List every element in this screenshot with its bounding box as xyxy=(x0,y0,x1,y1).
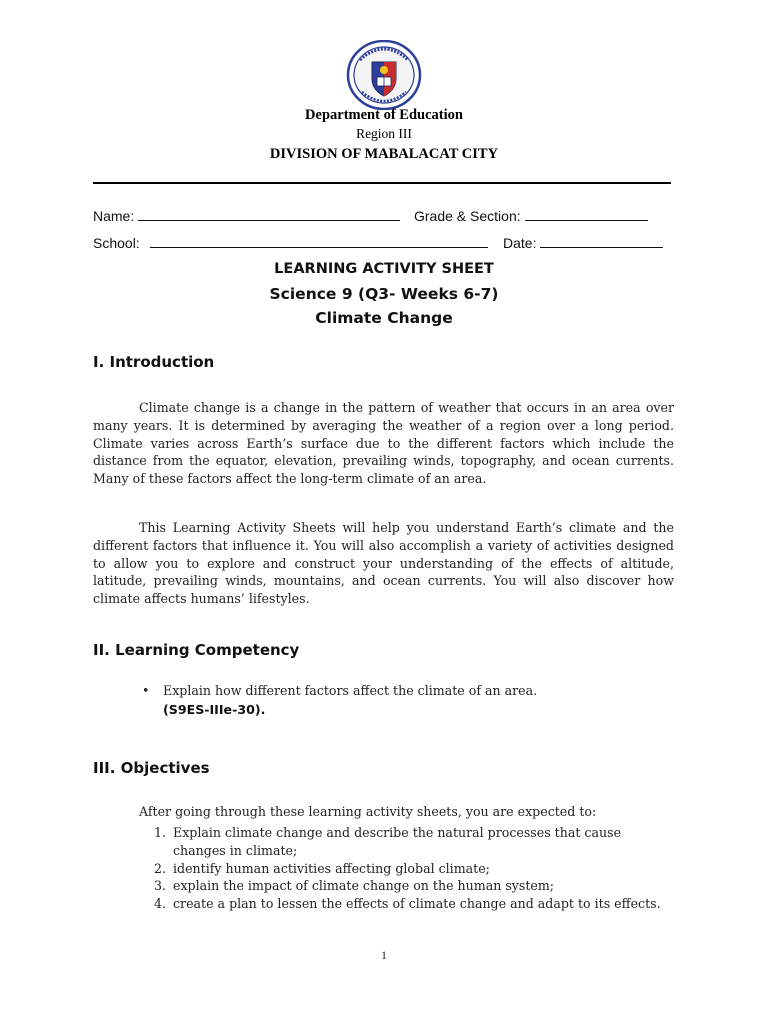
bullet-icon: • xyxy=(142,683,150,698)
list-item: 1. Explain climate change and describe the natural processes that cause changes in climate; xyxy=(154,825,622,858)
sheet-title: LEARNING ACTIVITY SHEET xyxy=(274,261,494,277)
deped-seal-logo xyxy=(346,40,422,110)
school-field[interactable] xyxy=(93,234,488,251)
competency-text: Explain how different factors affect the climate of an area. xyxy=(163,683,538,698)
date-label: Date: xyxy=(503,235,537,251)
list-item: 2. identify human activities affecting global climate; xyxy=(154,860,490,876)
introduction-paragraph-1: Climate change is a change in the pattern of weather that occurs in an area over many years. It is determined by averaging the weather of a region over a long period. Climate varies across Earth’s surface due to the different factors which include the distance from the equator, elevation, prevailing winds, topography, and ocean currents. Many of these factors affect the long-term climate of an area. xyxy=(93,400,674,487)
competency-heading: II. Learning Competency xyxy=(93,641,300,659)
topic-title: Climate Change xyxy=(315,309,453,327)
list-item: 3. explain the impact of climate change on the human system; xyxy=(154,878,555,894)
name-blank[interactable] xyxy=(138,207,400,221)
name-label: Name: xyxy=(93,208,135,224)
introduction-heading: I. Introduction xyxy=(93,353,215,371)
introduction-paragraph-2: This Learning Activity Sheets will help you understand Earth’s climate and the different factors that influence it. You will also accomplish a variety of activities designed to allow you to explore and construct your understanding of the effects of altitude, latitude, prevailing winds, mountains, and ocean currents. You will also discover how climate affects humans’ lifestyles. xyxy=(93,520,674,607)
region-name: Region III xyxy=(356,126,412,141)
department-name: Department of Education xyxy=(305,107,463,123)
objectives-list xyxy=(154,824,674,913)
grade-section-field[interactable] xyxy=(414,207,648,224)
grade-section-label: Grade & Section: xyxy=(414,208,521,224)
division-name: DIVISION OF MABALACAT CITY xyxy=(269,146,499,162)
subject-title: Science 9 (Q3- Weeks 6-7) xyxy=(269,285,499,303)
page-number: 1 xyxy=(381,948,387,962)
competency-code: (S9ES-IIIe-30). xyxy=(163,702,266,717)
header-divider xyxy=(93,182,671,184)
list-item: 4. create a plan to lessen the effects of climate change and adapt to its effects. xyxy=(154,896,661,912)
school-label: School: xyxy=(93,235,140,251)
school-blank[interactable] xyxy=(150,234,488,248)
objectives-heading: III. Objectives xyxy=(93,759,210,777)
date-blank[interactable] xyxy=(540,234,663,248)
date-field[interactable] xyxy=(503,234,663,251)
objectives-intro: After going through these learning activity sheets, you are expected to: xyxy=(139,804,597,819)
competency-item xyxy=(163,681,683,719)
name-field[interactable] xyxy=(93,207,400,224)
grade-section-blank[interactable] xyxy=(525,207,648,221)
